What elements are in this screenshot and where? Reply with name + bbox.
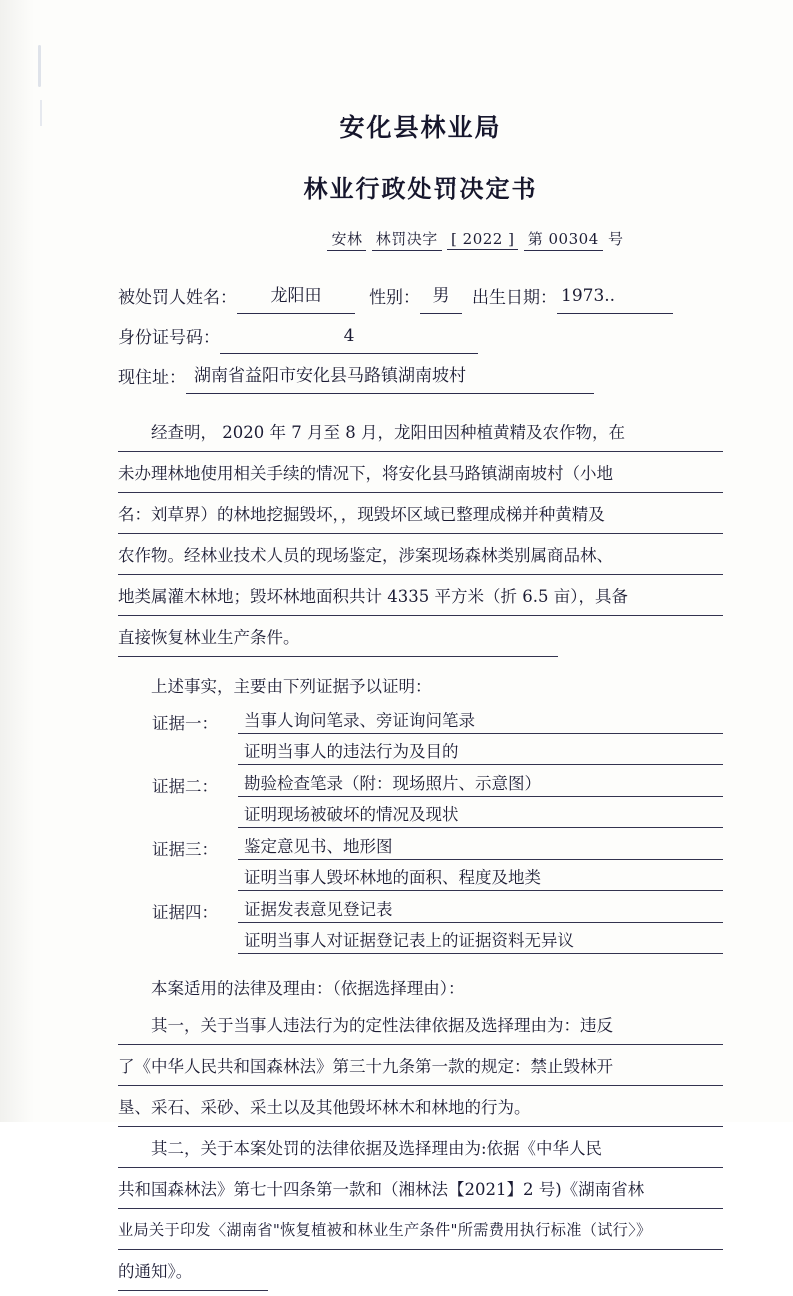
evidence-sub-text: 证明当事人的违法行为及目的 — [238, 738, 723, 765]
law-item2-line: 其二，关于本案处罚的法律依据及选择理由为:依据《中华人民 — [118, 1132, 723, 1168]
doc-number-prefix: 安林 — [327, 228, 366, 251]
law-item1-line: 垦、采石、采砂、采土以及其他毁坏林木和林地的行为。 — [118, 1091, 723, 1127]
evidence-text: 勘验检查笔录（附：现场照片、示意图） — [238, 770, 723, 797]
sex-value: 男 — [420, 281, 462, 314]
birth-label: 出生日期： — [472, 288, 557, 308]
address-label: 现住址： — [118, 368, 186, 388]
address-value: 湖南省益阳市安化县马路镇湖南坡村 — [186, 361, 594, 394]
evidence-item — [118, 833, 723, 860]
id-value: 4 — [220, 321, 478, 354]
row-address — [118, 361, 723, 394]
investigation-line: 直接恢复林业生产条件。 — [118, 621, 558, 657]
doc-number-year: [ 2022 ] — [447, 230, 518, 250]
party-fields — [118, 281, 723, 394]
evidence-text: 鉴定意见书、地形图 — [238, 833, 723, 860]
law-item1-line: 其一，关于当事人违法行为的定性法律依据及选择理由为：违反 — [118, 1009, 723, 1045]
investigation-line: 经查明， 2020 年 7 月至 8 月，龙阳田因种植黄精及农作物，在 — [118, 416, 723, 452]
evidence-subnote — [118, 738, 723, 765]
evidence-subnote — [118, 864, 723, 891]
evidence-sub-text: 证明当事人对证据登记表上的证据资料无异议 — [238, 927, 723, 954]
doc-number-type: 林罚决字 — [372, 228, 442, 251]
law-item2-line: 共和国森林法》第七十四条第一款和（湘林法【2021】2 号)《湖南省林 — [118, 1173, 723, 1209]
law-item2-line: 的通知》。 — [118, 1255, 268, 1291]
evidence-label: 证据三： — [152, 840, 218, 859]
evidence-label: 证据二： — [152, 777, 218, 796]
evidence-label: 证据一： — [152, 714, 218, 733]
doc-number-serial: 第 00304 — [524, 228, 603, 251]
evidence-subnote — [118, 927, 723, 954]
evidence-text: 证据发表意见登记表 — [238, 896, 723, 923]
sex-label: 性别： — [369, 288, 420, 308]
law-heading: 本案适用的法律及理由：（依据选择理由）： — [151, 979, 465, 998]
evidence-item — [118, 770, 723, 797]
evidence-subnote — [118, 801, 723, 828]
evidence-lead: 上述事实，主要由下列证据予以证明： — [151, 677, 432, 696]
law-item2-line: 业局关于印发〈湖南省"恢复植被和林业生产条件"所需费用执行标准（试行〉》 — [118, 1214, 723, 1250]
doc-number-suffix: 号 — [608, 230, 624, 248]
evidence-label: 证据四： — [152, 903, 218, 922]
investigation-paragraph — [118, 416, 723, 657]
investigation-line: 农作物。经林业技术人员的现场鉴定，涉案现场森林类别属商品林、 — [118, 539, 723, 575]
name-value: 龙阳田 — [237, 281, 355, 314]
evidence-list — [118, 707, 723, 954]
row-id — [118, 321, 723, 354]
investigation-line: 未办理林地使用相关手续的情况下，将安化县马路镇湖南坡村（小地 — [118, 457, 723, 493]
evidence-item — [118, 896, 723, 923]
law-section — [118, 972, 723, 1291]
evidence-text: 当事人询问笔录、旁证询问笔录 — [238, 707, 723, 734]
row-name-sex-birth — [118, 281, 723, 314]
evidence-item — [118, 707, 723, 734]
name-label: 被处罚人姓名： — [118, 288, 237, 308]
law-item1-line: 了《中华人民共和国森林法》第三十九条第一款的规定：禁止毁林开 — [118, 1050, 723, 1086]
investigation-line: 地类属灌木林地；毁坏林地面积共计 4335 平方米（折 6.5 亩），具备 — [118, 580, 723, 616]
birth-value: 1973.. — [557, 281, 673, 314]
document-number — [118, 228, 723, 251]
evidence-sub-text: 证明当事人毁坏林地的面积、程度及地类 — [238, 864, 723, 891]
evidence-sub-text: 证明现场被破坏的情况及现状 — [238, 801, 723, 828]
document-title: 林业行政处罚决定书 — [303, 174, 538, 203]
id-label: 身份证号码： — [118, 328, 220, 348]
organization-title: 安化县林业局 — [339, 113, 502, 142]
investigation-line: 名：刘草界）的林地挖掘毁坏，，现毁坏区域已整理成梯并种黄精及 — [118, 498, 723, 534]
